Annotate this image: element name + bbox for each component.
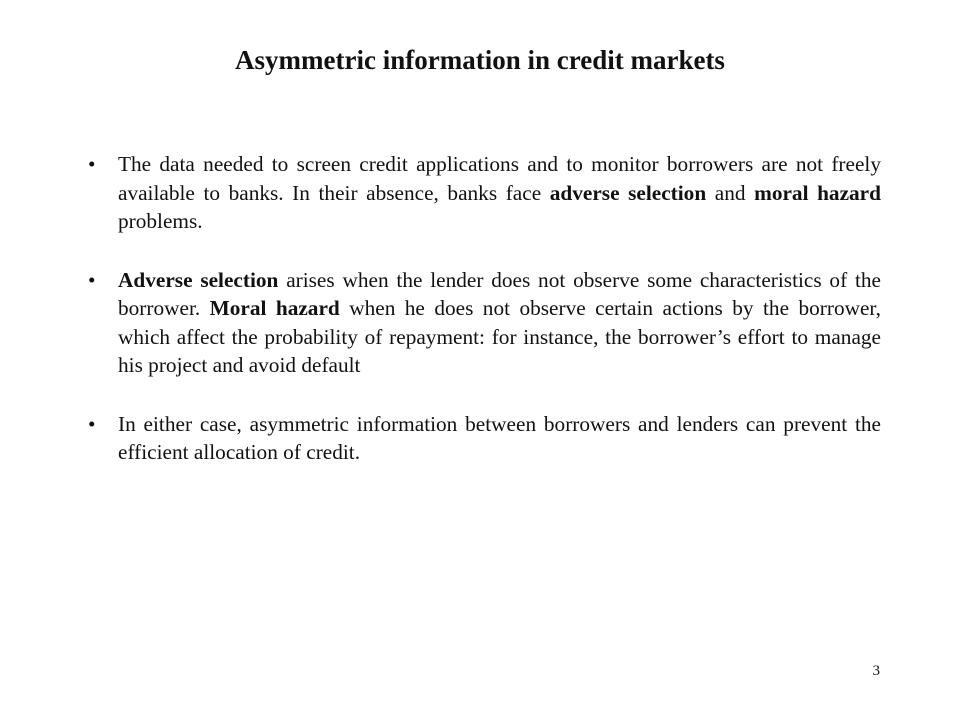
bullet-text: and xyxy=(706,180,755,205)
bold-term-moral-hazard: moral hazard xyxy=(754,180,881,205)
bullet-item-definitions xyxy=(88,266,881,380)
bullet-text: arises when the lender does not observe some characteristics of the borrower. xyxy=(118,267,881,320)
bullet-dot-icon: • xyxy=(88,267,96,292)
bullet-list xyxy=(88,150,881,467)
bullet-text: The data needed to screen credit applications and to monitor borrowers are not freely available to banks. In their absence, banks face xyxy=(118,152,881,205)
bullet-dot-icon: • xyxy=(88,411,96,436)
bullet-text: problems. xyxy=(118,209,203,233)
bullet-dot-icon: • xyxy=(88,152,96,176)
page-number: 3 xyxy=(872,663,880,679)
bullet-item-conclusion xyxy=(88,410,881,467)
bullet-item-screening xyxy=(88,150,881,236)
bullet-text: In either case, asymmetric information between borrowers and lenders can prevent the efficient allocation of credit. xyxy=(118,411,881,464)
bold-term-moral-hazard: Moral hazard xyxy=(209,296,340,320)
bold-term-adverse-selection: adverse selection xyxy=(549,180,707,205)
bold-term-adverse-selection: Adverse selection xyxy=(118,267,279,292)
slide-title: Asymmetric information in credit markets xyxy=(235,45,725,75)
bullet-text: when he does not observe certain actions by the borrower, which affect the probability of repayment: for instance, the borrower’s effort to manage his project and avoid default xyxy=(118,296,882,377)
